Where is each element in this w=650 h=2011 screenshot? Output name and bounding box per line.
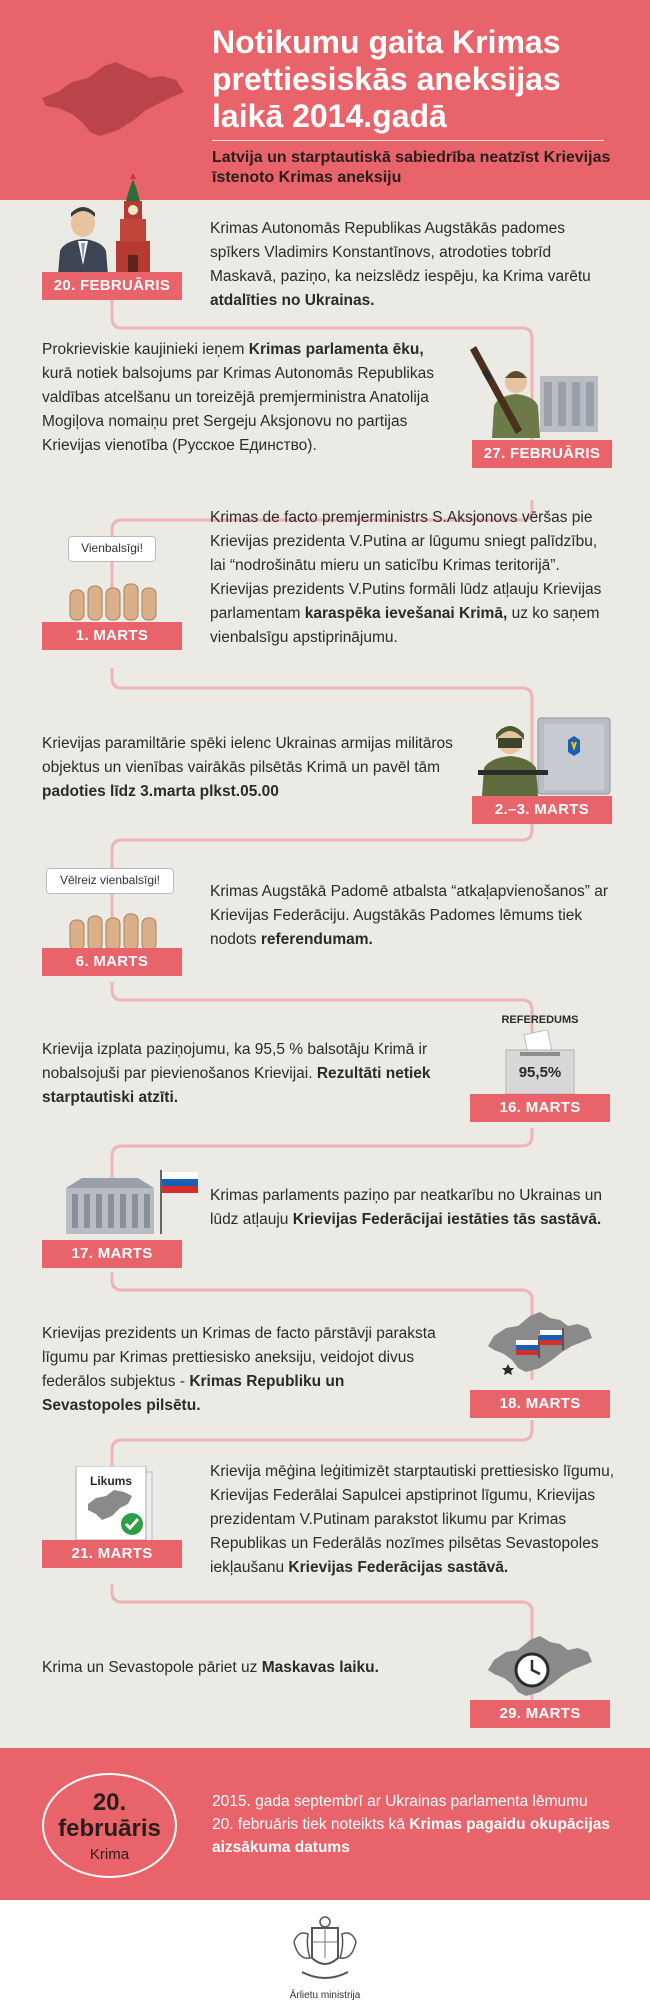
event-text: Krievija mēģina leģitimizēt starptautiski prettiesisko līgumu, Krievijas Federālai Sapulcei apstiprinot līgumu, Krievijas prezidentam V.Putinam parakstot likumu par Krimas Republikas un Federālās nozīmes pilsētas Sevastopoles iekļaušanu [210, 1463, 615, 1576]
event-highlight: Krimas Republiku un Sevastopoles pilsētu. [42, 1373, 345, 1414]
event-highlight: Krievijas Federācijai iestāties tās sastāvā. [292, 1211, 602, 1228]
event-29-mar-text [42, 1656, 462, 1680]
law-document-title: Likums [89, 1474, 132, 1488]
event-16-mar-text [42, 1038, 442, 1110]
event-highlight: Maskavas laiku. [261, 1659, 379, 1676]
event-6-mar-text [210, 880, 610, 952]
crimea-map-with-clock-icon [484, 1630, 594, 1702]
event-highlight: referendumam. [260, 931, 373, 948]
raised-hands-icon [66, 906, 162, 952]
date-badge-1-mar: 1. MARTS [42, 622, 182, 650]
seal-date: 20. februāris [58, 1789, 161, 1842]
date-badge-27-feb: 27. FEBRUĀRIS [472, 440, 612, 468]
event-18-mar-text [42, 1322, 442, 1418]
event-20-feb-text [210, 217, 600, 313]
page-title: Notikumu gaita Krimas prettiesiskās aneksijas laikā 2014.gadā [212, 24, 561, 134]
referendum-result-value: 95,5% [518, 1064, 562, 1081]
page-subtitle: Latvija un starptautiskā sabiedrība neatzīst Krievijas īstenoto Krimas aneksiju [212, 149, 611, 186]
event-text: Krievija izplata paziņojumu, ka 95,5 % balsotāju Krimā ir nobalsojuši par pievienošanos Krievijai. [42, 1041, 428, 1082]
raised-hands-icon [66, 576, 162, 622]
event-highlight: karaspēka ievešanai Krimā, [304, 605, 508, 622]
event-highlight: Krimas parlamenta ēku, [248, 341, 424, 358]
event-2-3-mar-text [42, 732, 462, 804]
event-27-feb-text [42, 338, 442, 458]
event-text: Krimas Autonomās Republikas Augstākās padomes spīkers Vladimirs Konstantīnovs, atrodoties tobrīd Maskavā, paziņo, ka neizslēdz iespēju, ka Krima varētu [210, 220, 591, 285]
event-text: Krimas de facto premjerministrs S.Aksjonovs vēršas pie Krievijas prezidenta V.Putina ar lūgumu sniegt palīdzību, lai “nodrošinātu mieru un saticību Krimas teritorijā”. Krievijas prezidents V.Putins formāli lūdz atļauju Krievijas parlamentam [210, 509, 602, 622]
date-badge-16-mar: 16. MARTS [470, 1094, 610, 1122]
event-text: Krimas Augstākā Padomē atbalsta “atkaļapvienošanos” ar Krievijas Federāciju. Augstākās Padomes lēmums tiek nodots [210, 883, 609, 948]
event-highlight: Krievijas Federācijas sastāvā. [288, 1559, 509, 1576]
event-highlight: padoties līdz 3.marta plkst.05.00 [42, 783, 279, 800]
crimea-map-with-russian-flags-icon [484, 1306, 594, 1378]
event-text-continued: uz ko saņem vienbalsīgu apstiprinājumu. [210, 605, 600, 646]
event-21-mar-text [210, 1460, 620, 1580]
event-highlight: atdalīties no Ukrainas. [210, 292, 375, 309]
date-badge-20-feb: 20. FEBRUĀRIS [42, 272, 182, 300]
date-badge-2-3-mar: 2.–3. MARTS [472, 796, 612, 824]
unanimous-again-speech-bubble: Vēlreiz vienbalsīgi! [46, 868, 174, 894]
footer-text: 2015. gada septembrī ar Ukrainas parlamenta lēmumu 20. februāris tiek noteikts kā [212, 1793, 588, 1833]
date-badge-18-mar: 18. MARTS [470, 1390, 610, 1418]
unanimous-speech-bubble: Vienbalsīgi! [68, 536, 156, 562]
event-text: Krievijas prezidents un Krimas de facto pārstāvji paraksta līgumu par Krimas prettiesisko aneksiju, veidojot divus federālos subjektus - [42, 1325, 436, 1390]
ballot-box-icon [504, 1030, 576, 1096]
ministry-name: Ārlietu ministrija [289, 1990, 361, 2001]
official-person-icon [50, 205, 116, 275]
event-highlight: Rezultāti netiek starptautiski atzīti. [42, 1065, 431, 1106]
kremlin-tower-icon [110, 173, 156, 275]
soldier-and-military-door-icon [472, 716, 612, 796]
date-badge-29-mar: 29. MARTS [470, 1700, 610, 1728]
date-badge-17-mar: 17. MARTS [42, 1240, 182, 1268]
event-text: Krievijas paramiltārie spēki ielenc Ukrainas armijas militāros objektus un vienības vairākās pilsētās Krimā un pavēl tām [42, 735, 453, 776]
event-text: Krima un Sevastopole pāriet uz [42, 1659, 262, 1676]
seal-place: Krima [89, 1846, 130, 1863]
referendum-label: REFEREDUMS [501, 1014, 579, 1026]
soldier-with-rifle-icon [462, 342, 602, 438]
event-1-mar-text [210, 506, 610, 650]
date-badge-6-mar: 6. MARTS [42, 948, 182, 976]
footer-highlight: Krimas pagaidu okupācijas aizsākuma datums [212, 1816, 611, 1856]
date-badge-21-mar: 21. MARTS [42, 1540, 182, 1568]
event-text: Krimas parlaments paziņo par neatkarību no Ukrainas un lūdz atļauju [210, 1187, 603, 1228]
latvia-coat-of-arms-logo [288, 1912, 362, 1986]
parliament-building-with-crimea-flag-icon [62, 1168, 202, 1234]
event-text-continued: kurā notiek balsojums par Krimas Autonomās Republikas valdības atcelšanu un toreizējā premjerministra Anatolija Mogiļova nomaiņu pret Sergeju Aksjonovu no partijas Krievijas vienotība (Русское Единство). [42, 365, 434, 454]
event-text: Prokrieviskie kaujinieki ieņem [42, 341, 249, 358]
footer-statement [212, 1790, 612, 1859]
event-17-mar-text [210, 1184, 610, 1232]
